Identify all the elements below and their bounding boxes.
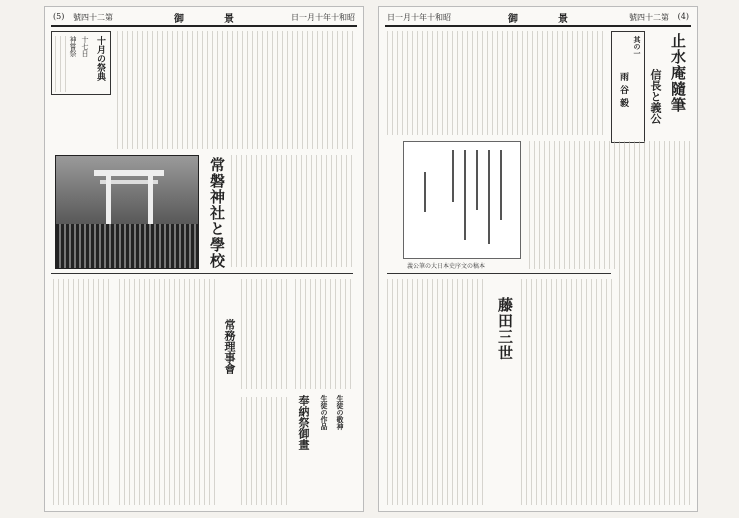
manuscript-line [424,172,426,212]
manuscript-line [500,150,502,220]
section-title-offering: 奉納祭御畫 [297,395,310,450]
article-text-middle [231,155,353,267]
second-article-title: 藤田三世 [496,297,514,361]
right-page-number: (4) [677,12,689,21]
essay-text-middle [529,141,619,269]
bottom-text-left [53,279,113,505]
right-header-date: 日一月十年十和昭 [387,13,451,22]
festival-box-name: 神嘗祭 [69,36,77,57]
article-title: 常磐神社と學校 [208,157,226,269]
left-page [44,6,364,512]
essay-author: 雨谷毅 [618,72,628,111]
manuscript-line [476,150,478,210]
bottom-text-center [119,279,215,505]
left-header [51,11,357,27]
second-text-right [521,279,613,505]
right-publication-title: 御 景 [508,14,568,25]
left-header-date: 日一月十年十和昭 [291,13,355,22]
student-crowd [56,224,198,268]
festival-sidebar-box [51,31,111,95]
left-divider [51,273,353,274]
manuscript-caption: 義公筆の大日本史序文の稿本 [407,263,486,270]
left-publication-title: 御 景 [174,14,234,25]
author-box [611,31,645,143]
bottom-text-right [295,279,353,389]
section-title-meeting: 常務理事會 [223,319,236,374]
left-page-number: (5) [53,12,65,21]
festival-box-title: 十月の祭典 [95,36,105,81]
essay-title: 止水庵隨筆 [669,33,687,113]
second-text-left [387,279,487,505]
right-issue-number: 號四十二第 [629,13,669,22]
right-header [385,11,691,27]
small-head-works: 生徒の作品 [320,395,329,430]
festival-box-text [55,36,69,92]
manuscript-line [464,150,466,240]
right-page [378,6,698,512]
left-issue-number: 號四十二第 [73,13,113,22]
festival-box-day: 十七日 [81,36,89,57]
right-divider [387,273,611,274]
manuscript-image [403,141,521,259]
essay-subtitle: 信長と義公 [649,69,662,124]
small-head-reverence: 生徒の敬神 [336,395,345,430]
essay-text-right [619,141,691,505]
shrine-photo [55,155,199,269]
manuscript-line [452,150,454,202]
manuscript-line [488,150,490,244]
offering-text [241,397,289,505]
series-label: 其の一 [633,36,642,57]
meeting-text [241,279,289,389]
torii-beam [94,170,164,176]
article-text-top [117,31,353,149]
essay-text-top [387,31,603,135]
